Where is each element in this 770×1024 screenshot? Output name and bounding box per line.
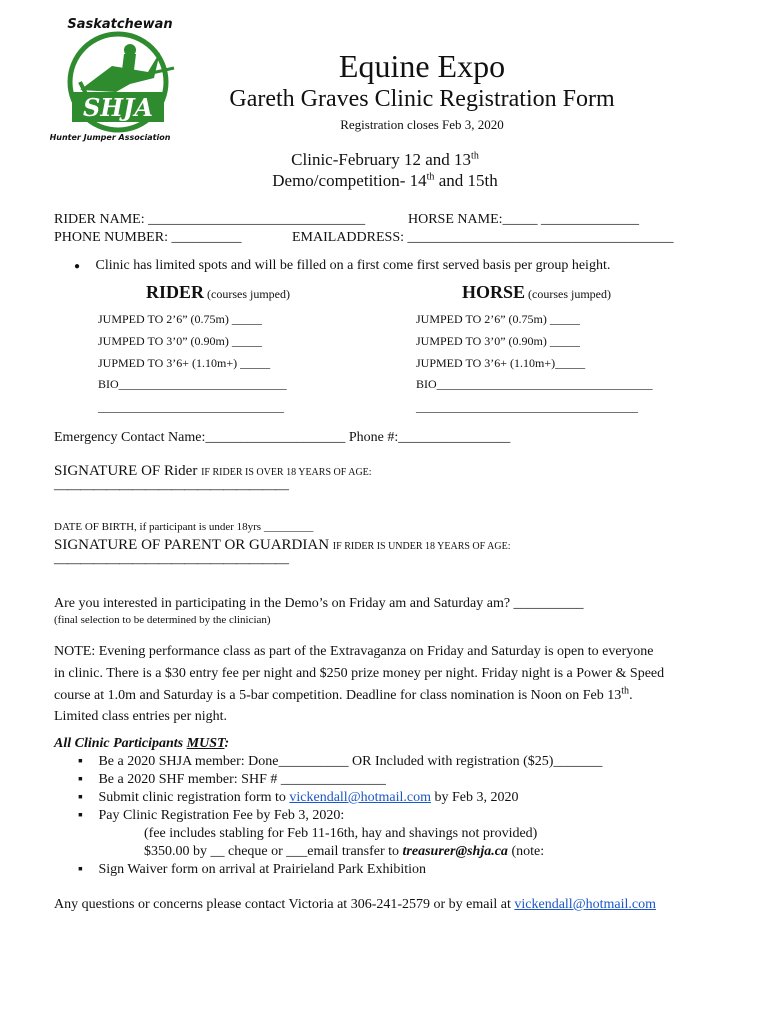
horse-name-field[interactable]: HORSE NAME:_____ ______________	[408, 212, 640, 227]
rider-jumped-075[interactable]: JUMPED TO 2’6” (0.75m) _____	[98, 312, 262, 326]
form-subtitle: Gareth Graves Clinic Registration Form	[229, 86, 615, 112]
note-line-3: course at 1.0m and Saturday is a 5-bar competition. Deadline for class nomination is Noon on Feb 13th.	[54, 685, 633, 703]
fee-includes-note: (fee includes stabling for Feb 11-16th, hay and shavings not provided)	[144, 826, 538, 841]
clinic-dates: Clinic-February 12 and 13th	[291, 150, 479, 169]
guardian-signature-line[interactable]: ——————————————————	[54, 556, 288, 571]
page-title: Equine Expo	[338, 48, 506, 84]
square-bullet-icon: ▪	[78, 754, 83, 769]
logo-bottom-text: Hunter Jumper Association	[50, 133, 171, 142]
must-item-submit: ▪ Submit clinic registration form to vickendall@hotmail.com by Feb 3, 2020	[78, 790, 519, 805]
must-item-waiver: ▪ Sign Waiver form on arrival at Prairieland Park Exhibition	[78, 862, 427, 877]
square-bullet-icon: ▪	[78, 790, 83, 805]
emergency-contact-field[interactable]: Emergency Contact Name:____________________ Phone #:________________	[54, 430, 511, 445]
guardian-signature-label: SIGNATURE OF PARENT OR GUARDIAN IF RIDER IS UNDER 18 YEARS OF AGE:	[54, 537, 511, 553]
horse-bio-line[interactable]: _____________________________________	[416, 400, 638, 414]
must-item-pay: ▪ Pay Clinic Registration Fee by Feb 3, 2020:	[78, 808, 345, 823]
must-item-shja[interactable]: ▪ Be a 2020 SHJA member: Done__________ OR Included with registration ($25)_______	[78, 754, 603, 769]
registration-deadline: Registration closes Feb 3, 2020	[340, 117, 504, 132]
rider-name-field[interactable]: RIDER NAME: _______________________________	[54, 212, 366, 227]
must-heading: All Clinic Participants MUST:	[54, 736, 230, 751]
square-bullet-icon: ▪	[78, 772, 83, 787]
rider-jumped-090[interactable]: JUMPED TO 3’0” (0.90m) _____	[98, 334, 262, 348]
horse-jumped-090[interactable]: JUMPED TO 3’0” (0.90m) _____	[416, 334, 580, 348]
note-line-2: in clinic. There is a $30 entry fee per night and $250 prize money per night. Friday night is a Power & Speed	[54, 666, 665, 681]
logo-acronym: SHJA	[83, 93, 153, 122]
phone-number-field[interactable]: PHONE NUMBER: __________	[54, 230, 242, 245]
contact-email-link[interactable]: vickendall@hotmail.com	[514, 897, 656, 912]
square-bullet-icon: ▪	[78, 808, 83, 823]
bullet-icon: ●	[74, 261, 81, 272]
square-bullet-icon: ▪	[78, 862, 83, 877]
email-link[interactable]: vickendall@hotmail.com	[289, 790, 431, 805]
demo-interest-question[interactable]: Are you interested in participating in the Demo’s on Friday am and Saturday am? __________	[54, 596, 584, 611]
logo-top-text: Saskatchewan	[67, 17, 173, 32]
email-address-field[interactable]: EMAILADDRESS: ______________________________________	[292, 230, 674, 245]
rider-bio-line[interactable]: _______________________________	[98, 400, 284, 414]
contact-info: Any questions or concerns please contact Victoria at 306-241-2579 or by email at vickendall@hotmail.com	[54, 897, 656, 912]
clinic-limited-note: ● Clinic has limited spots and will be filled on a first come first served basis per group height.	[74, 258, 611, 273]
demo-dates: Demo/competition- 14th and 15th	[272, 171, 498, 190]
rider-heading: RIDER (courses jumped)	[146, 282, 290, 302]
rider-bio-field[interactable]: BIO____________________________	[98, 377, 287, 391]
must-item-shf[interactable]: ▪ Be a 2020 SHF member: SHF # _______________	[78, 772, 386, 787]
rider-signature-label: SIGNATURE OF Rider IF RIDER IS OVER 18 YEARS OF AGE:	[54, 463, 372, 479]
rider-jumped-110[interactable]: JUPMED TO 3’6+ (1.10m+) _____	[98, 356, 271, 370]
payment-method-field[interactable]: $350.00 by __ cheque or ___email transfer to treasurer@shja.ca (note:	[144, 844, 545, 859]
note-line-1: NOTE: Evening performance class as part of the Extravaganza on Friday and Saturday is open to everyone	[54, 644, 654, 659]
date-of-birth-field[interactable]: DATE OF BIRTH, if participant is under 18yrs _________	[54, 521, 314, 533]
horse-bio-field[interactable]: BIO____________________________________	[416, 377, 653, 391]
treasurer-email: treasurer@shja.ca	[402, 844, 508, 859]
note-line-4: Limited class entries per night.	[54, 709, 228, 724]
horse-heading: HORSE (courses jumped)	[462, 282, 612, 302]
horse-jumped-075[interactable]: JUMPED TO 2’6” (0.75m) _____	[416, 312, 580, 326]
horse-jumped-110[interactable]: JUPMED TO 3’6+ (1.10m+)_____	[416, 356, 586, 370]
demo-selection-note: (final selection to be determined by the clinician)	[54, 614, 271, 626]
rider-signature-line[interactable]: ——————————————————	[54, 482, 288, 497]
